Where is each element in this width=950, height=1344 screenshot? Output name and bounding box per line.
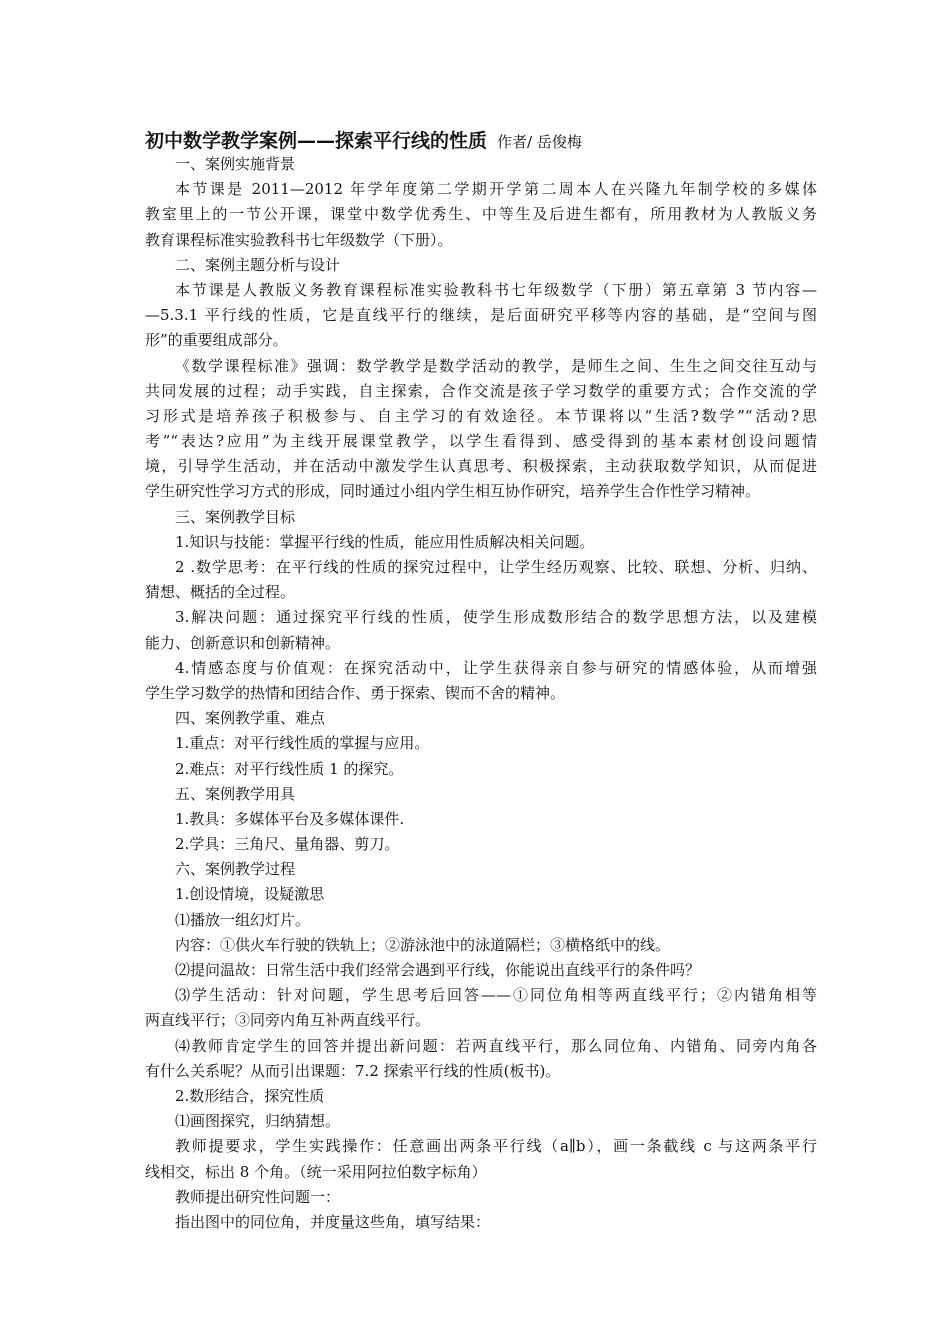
paragraph-line: 教师提要求，学生实践操作：任意画出两条平行线（a∥b），画一条截线 c 与这两条平行 (175, 1137, 817, 1156)
paragraph-line: 本节课是人教版义务教育课程标准实验教科书七年级数学（下册）第五章第 3 节内容— (175, 280, 817, 299)
paragraph-line: ⑵提问温故：日常生活中我们经常会遇到平行线，你能说出直线平行的条件吗？ (175, 961, 701, 979)
paragraph-line: 内容：①供火车行驶的铁轨上；②游泳池中的泳道隔栏；③横格纸中的线。 (175, 935, 671, 954)
paragraph-line: 学生研究性学习方式的形成，同时通过小组内学生相互协作研究，培养学生合作性学习精神。 (145, 482, 761, 501)
paragraph-line: 2 .数学思考：在平行线的性质的探究过程中，让学生经历观察、比较、联想、分析、归纳、 (175, 558, 817, 576)
paragraph-line: 教育课程标准实验教科书七年级数学（下册）。 (145, 230, 453, 249)
paragraph-line: —5.3.1 平行线的性质，它是直线平行的继续，是后面研究平移等内容的基础，是“空间与图 (145, 306, 817, 325)
paragraph-line: 2.数形结合，探究性质 (175, 1086, 325, 1105)
paragraph-line: ⑴播放一组幻灯片。 (175, 910, 311, 929)
paragraph-line: 2.难点：对平行线性质 1 的探究。 (175, 759, 404, 778)
paragraph-line: 两直线平行；③同旁内角互补两直线平行。 (145, 1011, 431, 1030)
section-heading-2: 二、案例主题分析与设计 (175, 255, 341, 274)
paragraph-line: 有什么关系呢？从而引出课题：7.2 探索平行线的性质(板书)。 (145, 1061, 561, 1080)
title-line (145, 126, 817, 152)
section-heading-5: 五、案例教学用具 (175, 784, 296, 803)
paragraph-line: 猜想、概括的全过程。 (145, 583, 296, 602)
section-heading-4: 四、案例教学重、难点 (175, 709, 326, 728)
paragraph-line: 习形式是培养孩子积极参与、自主学习的有效途径。本节课将以“生活?数学”“活动?思 (145, 406, 817, 425)
paragraph-line: 1.教具：多媒体平台及多媒体课件. (175, 809, 405, 828)
section-heading-3: 三、案例教学目标 (175, 507, 296, 526)
paragraph-line: 1.重点：对平行线性质的掌握与应用。 (175, 734, 430, 753)
document-page (145, 126, 817, 1235)
paragraph-line: 能力、创新意识和创新精神。 (145, 633, 341, 652)
paragraph-line: 指出图中的同位角，并度量这些角，填写结果： (175, 1212, 491, 1231)
document-author: 作者/ 岳俊梅 (497, 133, 582, 151)
paragraph-line: 学生学习数学的热情和团结合作、勇于探索、锲而不舍的精神。 (145, 683, 566, 702)
paragraph-line: 2.学具：三角尺、量角器、剪刀。 (175, 835, 400, 854)
paragraph-line: 考”“表达?应用”为主线开展课堂教学，以学生看得到、感受得到的基本素材创设问题情 (145, 432, 817, 451)
paragraph-line: 线相交，标出 8 个角。（统一采用阿拉伯数字标角） (145, 1162, 487, 1181)
paragraph-line: ⑴画图探究，归纳猜想。 (175, 1112, 341, 1131)
paragraph-line: ⑶学生活动：针对问题，学生思考后回答——①同位角相等两直线平行；②内错角相等 (175, 986, 817, 1005)
section-heading-1: 一、案例实施背景 (175, 155, 296, 173)
paragraph-line: 本节课是 2011—2012 年学年度第二学期开学第二周本人在兴隆九年制学校的多媒体 (175, 180, 817, 199)
paragraph-line: 1.知识与技能：掌握平行线的性质，能应用性质解决相关问题。 (175, 532, 595, 551)
paragraph-line: 4.情感态度与价值观：在探究活动中，让学生获得亲自参与研究的情感体验，从而增强 (175, 658, 817, 677)
paragraph-line: 《数学课程标准》强调：数学教学是数学活动的教学，是师生之间、生生之间交往互动与 (175, 356, 817, 375)
paragraph-line: 共同发展的过程；动手实践，自主探索，合作交流是孩子学习数学的重要方式；合作交流的学 (145, 381, 817, 400)
paragraph-line: 3.解决问题：通过探究平行线的性质，使学生形成数形结合的数学思想方法，以及建模 (175, 608, 817, 627)
paragraph-line: 教师提出研究性问题一： (175, 1187, 341, 1206)
document-title: 初中数学教学案例——探索平行线的性质 (145, 130, 488, 152)
paragraph-line: 1.创设情境，设疑激思 (175, 885, 325, 904)
paragraph-line: 教室里上的一节公开课，课堂中数学优秀生、中等生及后进生都有，所用教材为人教版义务 (145, 205, 817, 224)
paragraph-line: 境，引导学生活动，并在活动中激发学生认真思考、积极探索，主动获取数学知识，从而促进 (145, 457, 817, 476)
paragraph-line: ⑷教师肯定学生的回答并提出新问题：若两直线平行，那么同位角、内错角、同旁内角各 (175, 1036, 817, 1055)
section-heading-6: 六、案例教学过程 (175, 860, 296, 879)
paragraph-line: 形”的重要组成部分。 (145, 331, 288, 350)
